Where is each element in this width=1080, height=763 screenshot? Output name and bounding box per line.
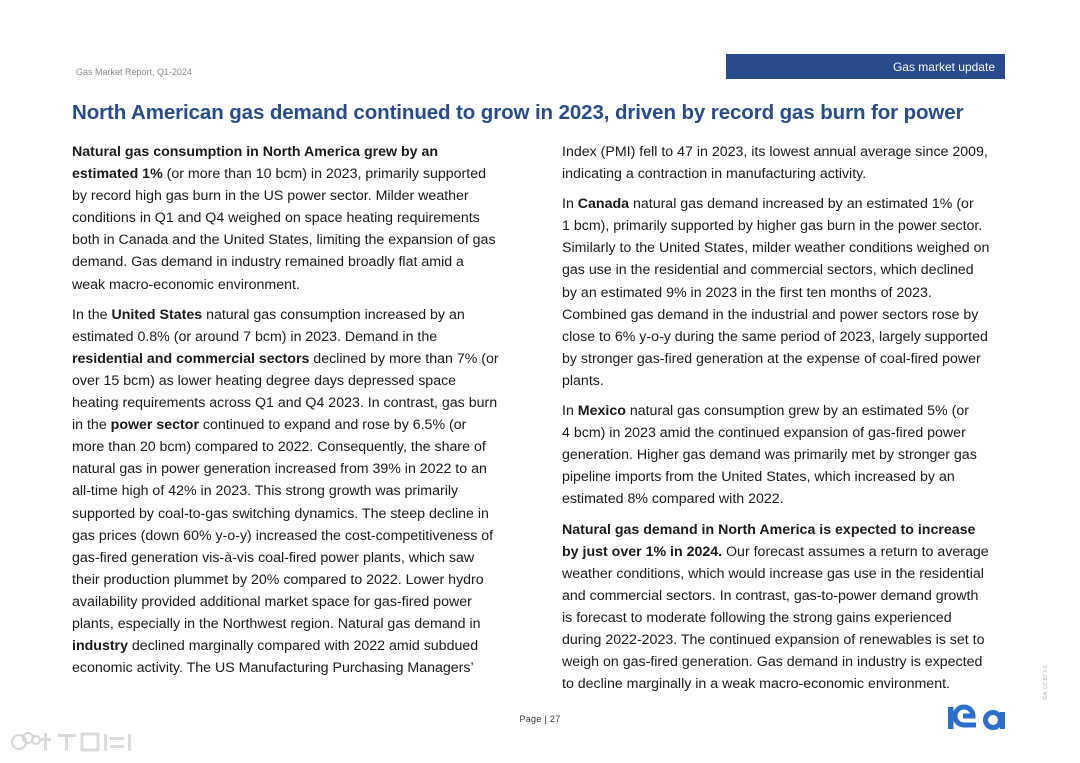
text-line bbox=[562, 163, 1010, 185]
text-run: weigh on gas-fired generation. Gas demand in industry is expected bbox=[562, 654, 983, 671]
text-line bbox=[562, 370, 1010, 392]
text-line bbox=[562, 348, 1010, 370]
text-run: declined marginally compared with 2022 amid subdued bbox=[127, 638, 479, 655]
text-run: availability provided additional market space for gas-fired power bbox=[72, 593, 472, 610]
left-column bbox=[72, 141, 520, 687]
right-column bbox=[562, 141, 1010, 703]
text-line bbox=[72, 229, 520, 251]
text-run: by stronger gas-fired generation at the expense of coal-fired power bbox=[562, 350, 981, 367]
text-line bbox=[562, 563, 1010, 585]
bold-text: estimated 1% bbox=[72, 166, 163, 183]
text-run: economic activity. The US Manufacturing Purchasing Managers’ bbox=[72, 660, 474, 677]
text-run: is forecast to moderate following the strong gains experienced bbox=[562, 609, 952, 626]
text-line bbox=[562, 400, 1010, 422]
text-run: all-time high of 42% in 2023. This strong growth was primarily bbox=[72, 483, 459, 500]
text-line bbox=[72, 458, 520, 480]
text-run: declined by more than 7% (or bbox=[309, 350, 499, 367]
text-line bbox=[562, 141, 1010, 163]
bold-text: power sector bbox=[110, 417, 199, 434]
text-line bbox=[72, 503, 520, 525]
bold-text: industry bbox=[72, 638, 128, 655]
text-run: Index (PMI) fell to 47 in 2023, its lowest annual average since 2009, bbox=[562, 144, 988, 160]
text-line bbox=[562, 466, 1010, 488]
text-line bbox=[72, 251, 520, 273]
text-line bbox=[562, 519, 1010, 541]
text-run: natural gas consumption grew by an estimated 5% (or bbox=[625, 403, 969, 420]
text-line bbox=[562, 215, 1010, 237]
text-run: weak macro-economic environment. bbox=[72, 276, 300, 293]
section-badge-label: Gas market update bbox=[892, 59, 995, 74]
text-line bbox=[562, 444, 1010, 466]
text-run: estimated 0.8% (or around 7 bcm) in 2023. Demand in the bbox=[72, 328, 438, 345]
text-run: conditions in Q1 and Q4 weighed on space heating requirements bbox=[72, 210, 480, 227]
text-line bbox=[72, 141, 520, 163]
text-run: over 15 bcm) as lower heating degree days depressed space bbox=[72, 372, 457, 389]
text-line bbox=[72, 274, 520, 296]
text-run: to decline marginally in a weak macro-economic environment. bbox=[562, 676, 950, 693]
text-run: Combined gas demand in the industrial and power sectors rose by bbox=[562, 306, 979, 323]
text-line bbox=[72, 348, 520, 370]
paragraph bbox=[72, 304, 520, 680]
text-line bbox=[72, 635, 520, 657]
text-run: Similarly to the United States, milder weather conditions weighed on bbox=[562, 240, 990, 257]
text-run: and commercial sectors. In contrast, gas-to-power demand growth bbox=[562, 587, 979, 604]
text-line bbox=[562, 488, 1010, 510]
iea-logo bbox=[946, 704, 1008, 737]
text-line bbox=[562, 304, 1010, 326]
text-run: plants, especially in the Northwest region. Natural gas demand in bbox=[72, 615, 481, 632]
text-run: estimated 8% compared with 2022. bbox=[562, 491, 784, 508]
text-run: (or more than 10 bcm) in 2023, primarily supported bbox=[162, 166, 486, 183]
text-run: pipeline imports from the United States, which increased by an bbox=[562, 469, 955, 486]
text-run: supported by coal-to-gas switching dynamics. The steep decline in bbox=[72, 505, 489, 522]
text-run: Our forecast assumes a return to average bbox=[722, 543, 989, 560]
text-line bbox=[562, 326, 1010, 348]
iea-logo-icon bbox=[946, 704, 1008, 732]
text-line bbox=[562, 585, 1010, 607]
text-run: plants. bbox=[562, 372, 604, 389]
text-run: in the bbox=[72, 417, 111, 434]
text-line bbox=[562, 629, 1010, 651]
paragraph bbox=[562, 141, 1010, 185]
text-run: weather conditions, which would increase gas use in the residential bbox=[562, 565, 984, 582]
text-line bbox=[562, 651, 1010, 673]
text-run: 1 bcm), primarily supported by higher gas burn in the power sector. bbox=[562, 218, 983, 235]
paragraph bbox=[562, 193, 1010, 392]
text-line bbox=[72, 613, 520, 635]
paragraph bbox=[562, 519, 1010, 696]
text-line bbox=[72, 304, 520, 326]
text-run: demand. Gas demand in industry remained broadly flat amid a bbox=[72, 254, 464, 271]
watermark bbox=[10, 728, 140, 756]
text-line bbox=[72, 547, 520, 569]
text-line bbox=[72, 392, 520, 414]
bold-text: Natural gas demand in North America is expected to increase bbox=[562, 521, 976, 538]
text-run: by record high gas burn in the US power sector. Milder weather bbox=[72, 188, 469, 205]
text-run: during 2022-2023. The continued expansion of renewables is set to bbox=[562, 631, 985, 648]
text-line bbox=[72, 525, 520, 547]
text-line bbox=[562, 282, 1010, 304]
watermark-logo-icon bbox=[10, 728, 140, 756]
text-run: natural gas demand increased by an estimated 1% (or bbox=[629, 196, 974, 213]
text-line bbox=[72, 414, 520, 436]
report-name: Gas Market Report, Q1-2024 bbox=[76, 67, 193, 77]
text-line bbox=[562, 193, 1010, 215]
text-line bbox=[562, 607, 1010, 629]
text-line bbox=[562, 422, 1010, 444]
text-line bbox=[72, 480, 520, 502]
text-run: In bbox=[562, 196, 578, 213]
text-line bbox=[562, 673, 1010, 695]
text-line bbox=[72, 657, 520, 679]
text-line bbox=[72, 207, 520, 229]
text-run: gas-fired generation vis-à-vis coal-fired power plants, which saw bbox=[72, 549, 475, 566]
bold-text: Mexico bbox=[577, 403, 626, 420]
text-run: natural gas consumption increased by an bbox=[202, 306, 465, 323]
text-run: heating requirements across Q1 and Q4 2023. In contrast, gas burn bbox=[72, 395, 498, 412]
text-run: In bbox=[562, 403, 578, 420]
text-line bbox=[72, 591, 520, 613]
text-line bbox=[72, 569, 520, 591]
page-title: North American gas demand continued to grow in 2023, driven by record gas burn for power bbox=[72, 101, 964, 124]
paragraph bbox=[562, 400, 1010, 510]
bold-text: residential and commercial sectors bbox=[72, 350, 310, 367]
text-run: both in Canada and the United States, limiting the expansion of gas bbox=[72, 232, 496, 249]
text-run: more than 20 bcm) compared to 2022. Consequently, the share of bbox=[72, 439, 486, 456]
text-run: by an estimated 9% in 2023 in the first ten months of 2023. bbox=[562, 284, 932, 301]
text-line bbox=[72, 370, 520, 392]
license-note: IEA. CC BY 4.0. bbox=[1043, 664, 1049, 700]
bold-text: United States bbox=[111, 306, 203, 323]
text-line bbox=[562, 541, 1010, 563]
bold-text: Natural gas consumption in North America grew by an bbox=[72, 144, 439, 160]
text-run: 4 bcm) in 2023 amid the continued expansion of gas-fired power bbox=[562, 425, 966, 442]
text-run: generation. Higher gas demand was primarily met by stronger gas bbox=[562, 447, 977, 464]
bold-text: by just over 1% in 2024. bbox=[562, 543, 723, 560]
paragraph bbox=[72, 141, 520, 296]
page-number: Page | 27 bbox=[519, 714, 561, 724]
text-run: continued to expand and rose by 6.5% (or bbox=[198, 417, 467, 434]
text-line bbox=[72, 185, 520, 207]
text-run: indicating a contraction in manufacturing activity. bbox=[562, 166, 867, 183]
text-run: gas prices (down 60% y-o-y) increased the cost-competitiveness of bbox=[72, 527, 494, 544]
text-run: In the bbox=[72, 306, 112, 323]
text-run: their production plummet by 20% compared to 2022. Lower hydro bbox=[72, 571, 484, 588]
text-line bbox=[72, 326, 520, 348]
text-run: close to 6% y-o-y during the same period of 2023, largely supported bbox=[562, 328, 988, 345]
bold-text: Canada bbox=[577, 196, 630, 213]
section-badge bbox=[726, 54, 1005, 79]
text-run: gas use in the residential and commercial sectors, which declined bbox=[562, 262, 974, 279]
text-line bbox=[562, 259, 1010, 281]
text-line bbox=[72, 436, 520, 458]
text-line bbox=[562, 237, 1010, 259]
text-line bbox=[72, 163, 520, 185]
text-run: natural gas in power generation increased from 39% in 2022 to an bbox=[72, 461, 487, 478]
